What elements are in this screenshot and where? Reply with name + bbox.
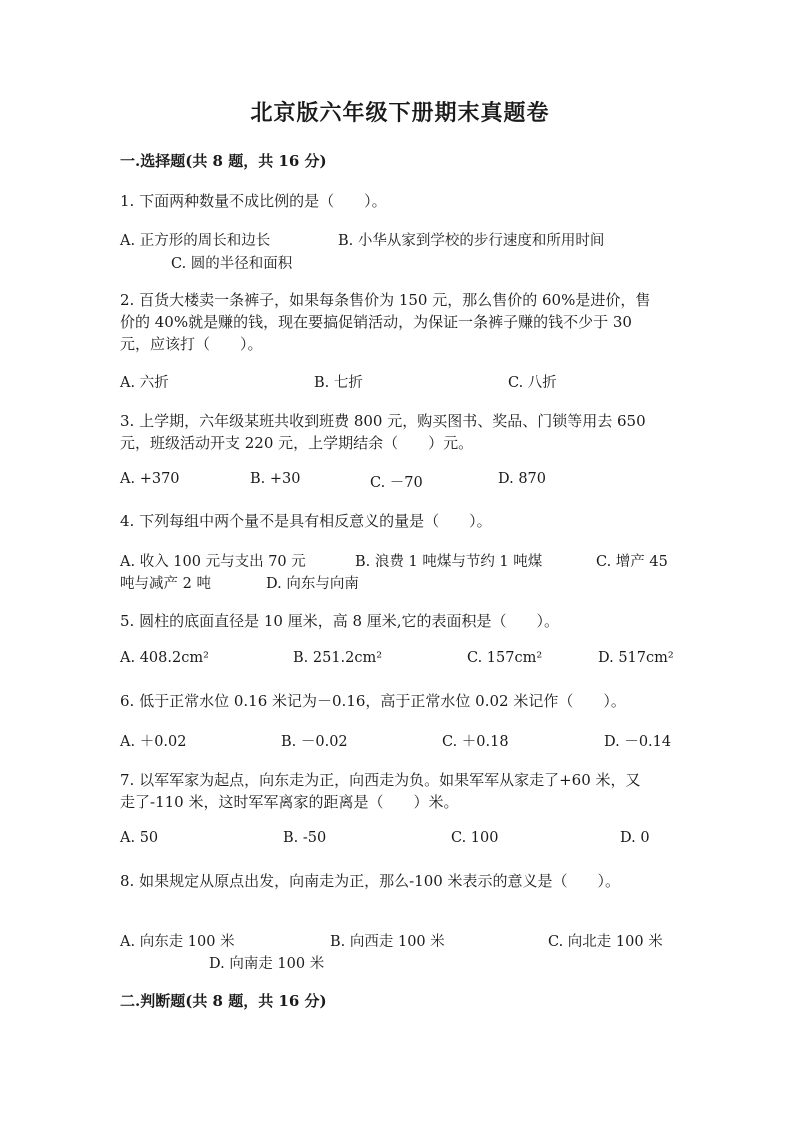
question-2-option-b: B. 七折 bbox=[314, 375, 363, 391]
question-3-option-a: A. +370 bbox=[120, 471, 180, 487]
question-6-option-b: B. －0.02 bbox=[281, 734, 348, 750]
question-6-option-a: A. ＋0.02 bbox=[120, 734, 187, 750]
question-1-text: 1. 下面两种数量不成比例的是（ ）。 bbox=[120, 192, 387, 210]
question-8-option-c: C. 向北走 100 米 bbox=[548, 934, 663, 950]
question-4-option-a: A. 收入 100 元与支出 70 元 bbox=[120, 554, 306, 570]
question-1-option-b: B. 小华从家到学校的步行速度和所用时间 bbox=[338, 233, 605, 249]
question-5-option-a: A. 408.2cm² bbox=[120, 650, 209, 666]
question-4-option-d: D. 向东与向南 bbox=[266, 576, 359, 592]
question-5-text: 5. 圆柱的底面直径是 10 厘米，高 8 厘米,它的表面积是（ ）。 bbox=[120, 612, 560, 630]
exam-title: 北京版六年级下册期末真题卷 bbox=[250, 100, 550, 126]
question-7-option-b: B. -50 bbox=[283, 830, 327, 846]
question-3-text-line-1: 3. 上学期，六年级某班共收到班费 800 元，购买图书、奖品、门锁等用去 650 bbox=[120, 412, 646, 430]
question-3-option-b: B. +30 bbox=[250, 471, 301, 487]
question-8-option-d: D. 向南走 100 米 bbox=[209, 956, 325, 972]
question-7-text-line-2: 走了-110 米，这时军军离家的距离是（ ）米。 bbox=[120, 793, 459, 811]
question-2-option-a: A. 六折 bbox=[120, 375, 169, 391]
question-5-option-b: B. 251.2cm² bbox=[293, 650, 383, 666]
question-2-option-c: C. 八折 bbox=[508, 375, 557, 391]
question-4-text: 4. 下列每组中两个量不是具有相反意义的量是（ ）。 bbox=[120, 512, 492, 530]
question-7-option-c: C. 100 bbox=[451, 830, 499, 846]
question-4-option-b: B. 浪费 1 吨煤与节约 1 吨煤 bbox=[355, 554, 543, 570]
question-8-text: 8. 如果规定从原点出发，向南走为正，那么-100 米表示的意义是（ ）。 bbox=[120, 872, 621, 890]
question-3-text-line-2: 元，班级活动开支 220 元，上学期结余（ ）元。 bbox=[120, 434, 474, 452]
question-2-text-line-1: 2. 百货大楼卖一条裤子，如果每条售价为 150 元，那么售价的 60%是进价，售 bbox=[120, 291, 651, 309]
question-3-option-c: C. －70 bbox=[370, 475, 423, 491]
question-5-option-d: D. 517cm² bbox=[598, 650, 674, 666]
section-heading-choice: 一.选择题(共 8 题，共 16 分) bbox=[120, 152, 327, 170]
question-8-option-a: A. 向东走 100 米 bbox=[120, 934, 235, 950]
question-3-option-d: D. 870 bbox=[498, 471, 547, 487]
question-7-option-d: D. 0 bbox=[620, 830, 650, 846]
section-heading-judgement: 二.判断题(共 8 题，共 16 分) bbox=[120, 992, 327, 1010]
question-8-option-b: B. 向西走 100 米 bbox=[330, 934, 445, 950]
question-4-option-c-continued: 吨与减产 2 吨 bbox=[120, 576, 211, 592]
question-6-option-d: D. －0.14 bbox=[604, 734, 672, 750]
question-1-option-c: C. 圆的半径和面积 bbox=[171, 256, 293, 272]
question-7-option-a: A. 50 bbox=[120, 830, 159, 846]
question-6-text: 6. 低于正常水位 0.16 米记为－0.16，高于正常水位 0.02 米记作（ ）。 bbox=[120, 692, 626, 710]
question-1-option-a: A. 正方形的周长和边长 bbox=[120, 233, 271, 249]
question-7-text-line-1: 7. 以军军家为起点，向东走为正，向西走为负。如果军军从家走了+60 米，又 bbox=[120, 771, 641, 789]
question-6-option-c: C. ＋0.18 bbox=[442, 734, 509, 750]
question-5-option-c: C. 157cm² bbox=[467, 650, 543, 666]
question-4-option-c: C. 增产 45 bbox=[596, 554, 668, 570]
question-2-text-line-3: 元，应该打（ ）。 bbox=[120, 335, 263, 353]
question-2-text-line-2: 价的 40%就是赚的钱，现在要搞促销活动，为保证一条裤子赚的钱不少于 30 bbox=[120, 313, 632, 331]
